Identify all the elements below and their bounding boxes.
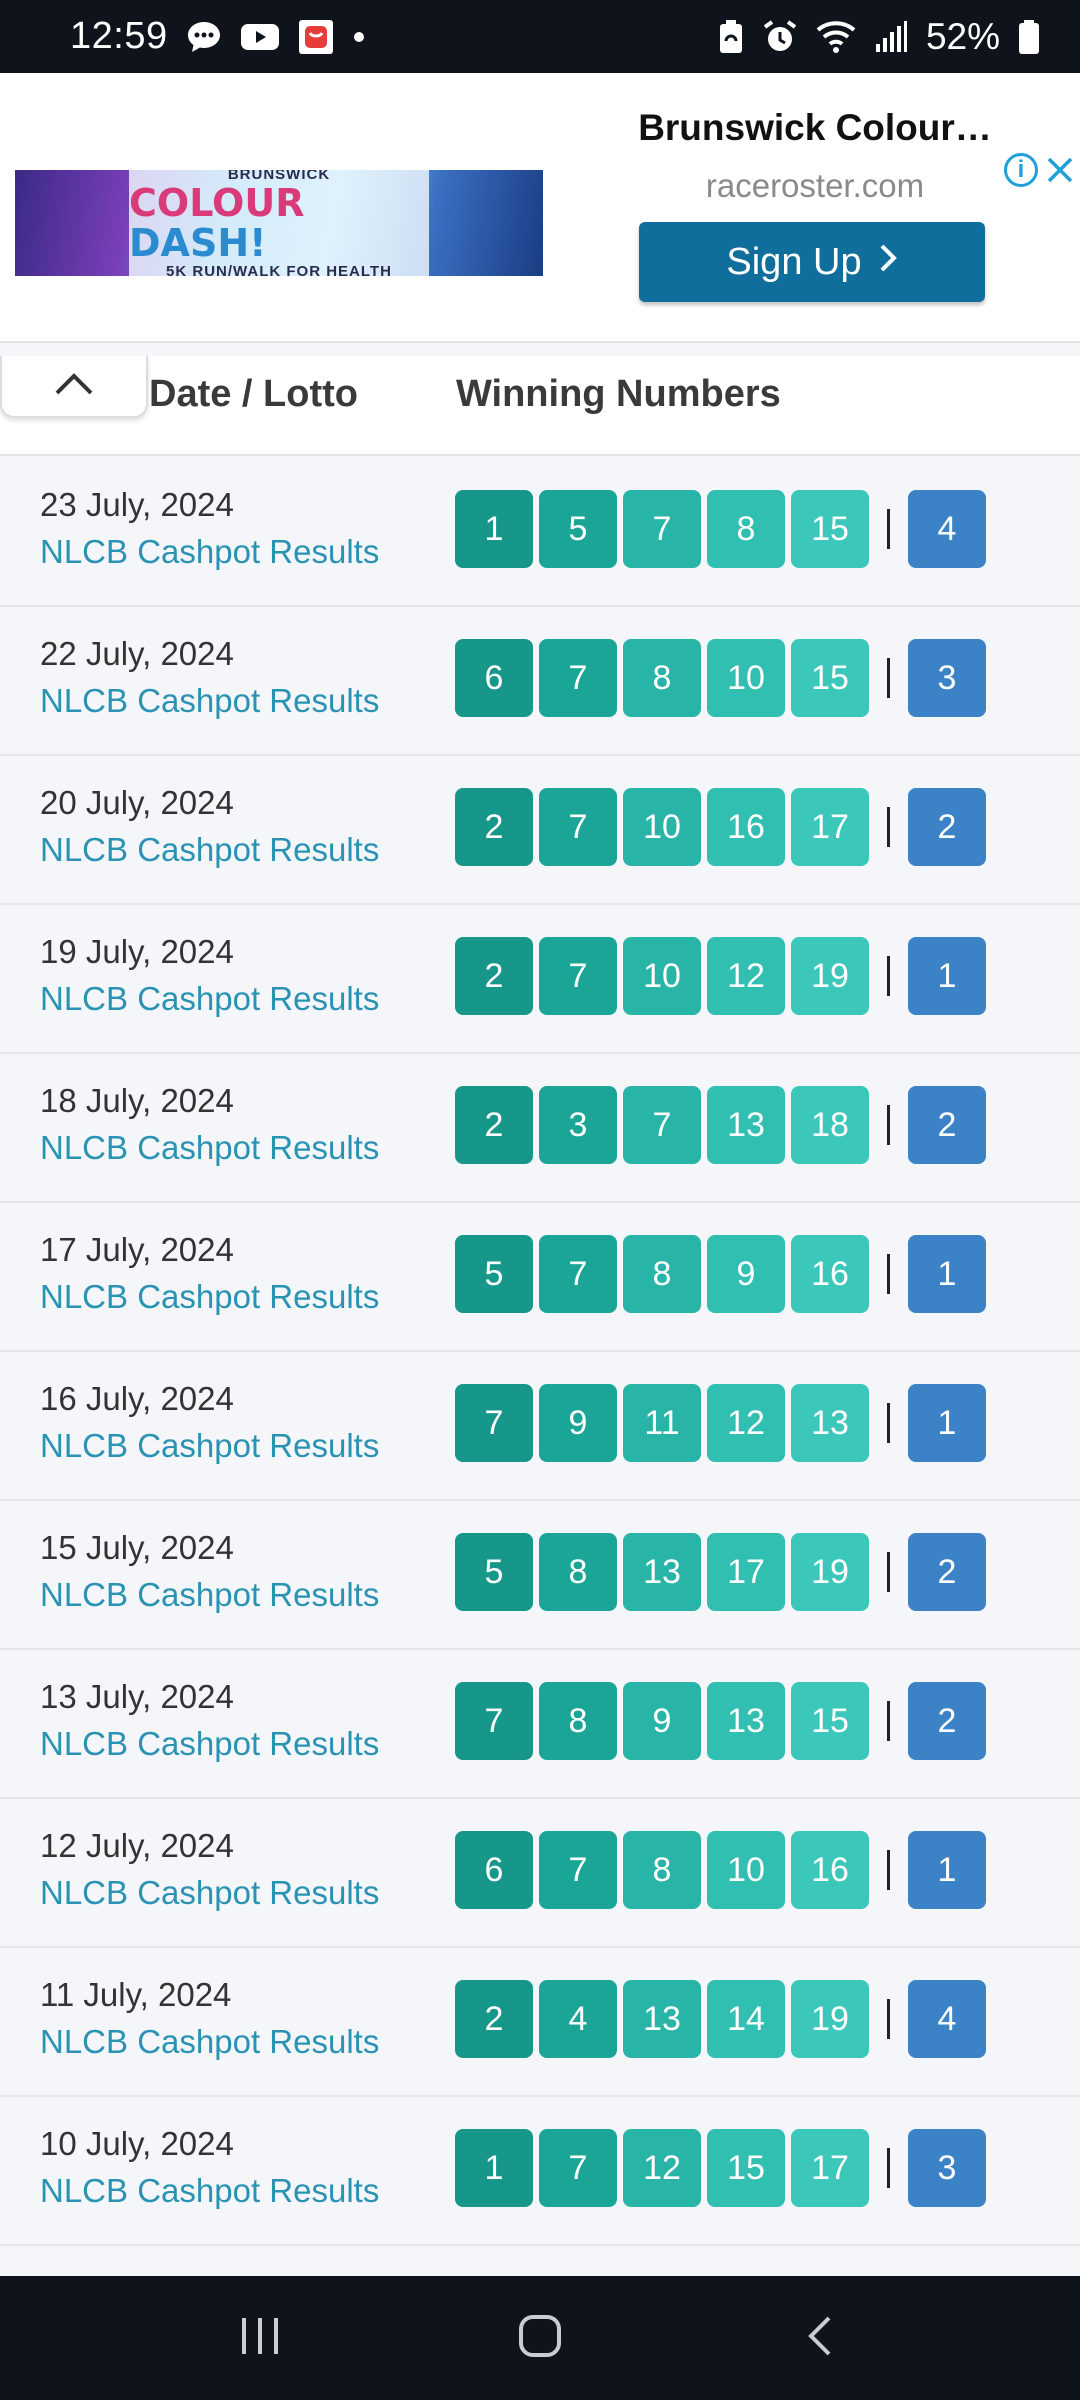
- back-button[interactable]: [760, 2288, 880, 2388]
- winning-numbers: [455, 1831, 986, 1909]
- winning-numbers: [455, 1384, 986, 1462]
- bonus-ball: 2: [908, 1086, 986, 1164]
- number-ball: 13: [623, 1980, 701, 2058]
- number-ball: 17: [791, 2129, 869, 2207]
- winning-numbers: [455, 490, 986, 568]
- winning-numbers: [455, 2129, 986, 2207]
- battery-percent: 52%: [925, 15, 1000, 57]
- result-row: [0, 607, 1080, 756]
- number-ball: 19: [791, 937, 869, 1015]
- result-row: [0, 756, 1080, 905]
- number-ball: 10: [707, 639, 785, 717]
- result-game-link[interactable]: NLCB Cashpot Results: [40, 1129, 380, 1166]
- bonus-ball: 1: [908, 1235, 986, 1313]
- number-ball: 16: [707, 788, 785, 866]
- ad-brand-word-colour: COLOUR: [129, 181, 305, 225]
- result-date: 22 July, 2024: [40, 635, 234, 672]
- back-icon: [805, 2314, 835, 2363]
- result-date: 23 July, 2024: [40, 486, 234, 523]
- number-ball: 8: [539, 1533, 617, 1611]
- ad-banner[interactable]: [0, 73, 1080, 343]
- result-row: [0, 2097, 1080, 2246]
- number-ball: 7: [539, 639, 617, 717]
- result-date: 13 July, 2024: [40, 1678, 234, 1715]
- ad-info-icon[interactable]: i: [1004, 153, 1038, 187]
- number-ball: 9: [623, 1682, 701, 1760]
- wifi-icon: [816, 20, 856, 54]
- number-ball: 8: [539, 1682, 617, 1760]
- winning-numbers: [455, 639, 986, 717]
- result-row: [0, 1799, 1080, 1948]
- recent-apps-button[interactable]: [200, 2288, 320, 2388]
- ad-brand-sub: 5K RUN/WALK FOR HEALTH: [166, 263, 392, 276]
- ad-brand-big: [129, 183, 429, 263]
- bonus-ball: 1: [908, 937, 986, 1015]
- number-ball: 7: [539, 937, 617, 1015]
- number-ball: 7: [539, 788, 617, 866]
- number-ball: 14: [707, 1980, 785, 2058]
- number-ball: 8: [623, 1831, 701, 1909]
- dot-icon: [352, 30, 366, 44]
- bonus-ball: 2: [908, 788, 986, 866]
- result-game-link[interactable]: NLCB Cashpot Results: [40, 980, 380, 1017]
- chat-bubble-icon: [186, 20, 222, 54]
- winning-numbers: [455, 788, 986, 866]
- result-game-link[interactable]: NLCB Cashpot Results: [40, 1725, 380, 1762]
- number-ball: 17: [791, 788, 869, 866]
- bonus-ball: 2: [908, 1682, 986, 1760]
- result-game-link[interactable]: NLCB Cashpot Results: [40, 1576, 380, 1613]
- chevron-up-icon: [53, 371, 95, 402]
- bonus-separator: [887, 658, 890, 698]
- result-date: 11 July, 2024: [40, 1976, 232, 2013]
- bonus-ball: 4: [908, 490, 986, 568]
- number-ball: 12: [623, 2129, 701, 2207]
- result-game-link[interactable]: NLCB Cashpot Results: [40, 831, 380, 868]
- number-ball: 19: [791, 1533, 869, 1611]
- bonus-separator: [887, 807, 890, 847]
- ad-domain[interactable]: raceroster.com: [705, 167, 925, 204]
- winning-numbers: [455, 1682, 986, 1760]
- result-row: [0, 1501, 1080, 1650]
- number-ball: 12: [707, 1384, 785, 1462]
- number-ball: 13: [707, 1086, 785, 1164]
- result-date: 17 July, 2024: [40, 1231, 234, 1268]
- number-ball: 7: [539, 2129, 617, 2207]
- result-row: [0, 905, 1080, 1054]
- bonus-ball: 1: [908, 1831, 986, 1909]
- number-ball: 2: [455, 1086, 533, 1164]
- number-ball: 16: [791, 1235, 869, 1313]
- status-time: 12:59: [70, 15, 168, 57]
- number-ball: 19: [791, 1980, 869, 2058]
- result-game-link[interactable]: NLCB Cashpot Results: [40, 2172, 380, 2209]
- bonus-separator: [887, 1999, 890, 2039]
- number-ball: 13: [623, 1533, 701, 1611]
- result-date: 18 July, 2024: [40, 1082, 234, 1119]
- bonus-separator: [887, 1552, 890, 1592]
- number-ball: 6: [455, 639, 533, 717]
- number-ball: 7: [455, 1384, 533, 1462]
- result-date: 19 July, 2024: [40, 933, 234, 970]
- ad-title[interactable]: Brunswick Colour…: [638, 107, 992, 148]
- result-row: [0, 1203, 1080, 1352]
- results-list: [0, 458, 1080, 2246]
- bonus-separator: [887, 1254, 890, 1294]
- number-ball: 15: [707, 2129, 785, 2207]
- result-date: 16 July, 2024: [40, 1380, 234, 1417]
- bonus-separator: [887, 1850, 890, 1890]
- result-game-link[interactable]: NLCB Cashpot Results: [40, 533, 380, 570]
- number-ball: 7: [623, 1086, 701, 1164]
- bonus-ball: 2: [908, 1533, 986, 1611]
- winning-numbers: [455, 1980, 986, 2058]
- app-notification-icon: [298, 19, 334, 55]
- status-bar: [0, 0, 1080, 73]
- number-ball: 5: [455, 1533, 533, 1611]
- result-game-link[interactable]: NLCB Cashpot Results: [40, 1278, 380, 1315]
- ad-sign-up-label: Sign Up: [726, 240, 862, 283]
- result-game-link[interactable]: NLCB Cashpot Results: [40, 682, 380, 719]
- number-ball: 10: [623, 788, 701, 866]
- result-row: [0, 1650, 1080, 1799]
- bonus-separator: [887, 956, 890, 996]
- result-date: 12 July, 2024: [40, 1827, 234, 1864]
- bonus-separator: [887, 509, 890, 549]
- number-ball: 8: [623, 1235, 701, 1313]
- number-ball: 13: [791, 1384, 869, 1462]
- number-ball: 17: [707, 1533, 785, 1611]
- number-ball: 6: [455, 1831, 533, 1909]
- ad-image-logo: [129, 170, 429, 276]
- result-game-link[interactable]: NLCB Cashpot Results: [40, 1427, 380, 1464]
- number-ball: 8: [707, 490, 785, 568]
- bonus-ball: 3: [908, 639, 986, 717]
- result-game-link[interactable]: NLCB Cashpot Results: [40, 1874, 380, 1911]
- bonus-ball: 1: [908, 1384, 986, 1462]
- number-ball: 13: [707, 1682, 785, 1760]
- result-date: 15 July, 2024: [40, 1529, 234, 1566]
- winning-numbers: [455, 1235, 986, 1313]
- number-ball: 7: [623, 490, 701, 568]
- status-left: [70, 15, 366, 58]
- number-ball: 7: [539, 1235, 617, 1313]
- table-header: [0, 356, 1080, 456]
- winning-numbers: [455, 1086, 986, 1164]
- result-row: [0, 458, 1080, 607]
- result-game-link[interactable]: NLCB Cashpot Results: [40, 2023, 380, 2060]
- ad-image[interactable]: [15, 170, 543, 276]
- number-ball: 2: [455, 788, 533, 866]
- bonus-ball: 4: [908, 1980, 986, 2058]
- bonus-ball: 3: [908, 2129, 986, 2207]
- winning-numbers: [455, 937, 986, 1015]
- number-ball: 10: [623, 937, 701, 1015]
- ad-brand-word-dash: DASH!: [129, 221, 267, 265]
- number-ball: 5: [455, 1235, 533, 1313]
- chevron-right-icon: [878, 241, 898, 284]
- bonus-separator: [887, 1105, 890, 1145]
- battery-saver-icon: [718, 19, 744, 55]
- number-ball: 1: [455, 490, 533, 568]
- bonus-separator: [887, 1701, 890, 1741]
- youtube-icon: [240, 22, 280, 52]
- number-ball: 1: [455, 2129, 533, 2207]
- column-header-numbers: Winning Numbers: [456, 372, 781, 415]
- result-row: [0, 1948, 1080, 2097]
- ad-sign-up-button[interactable]: [639, 222, 985, 302]
- column-header-date: Date / Lotto: [149, 372, 358, 415]
- number-ball: 10: [707, 1831, 785, 1909]
- navigation-bar: [0, 2276, 1080, 2400]
- number-ball: 8: [623, 639, 701, 717]
- number-ball: 15: [791, 639, 869, 717]
- result-date: 10 July, 2024: [40, 2125, 234, 2162]
- result-row: [0, 1054, 1080, 1203]
- result-date: 20 July, 2024: [40, 784, 234, 821]
- home-icon: [518, 2314, 562, 2363]
- number-ball: 9: [707, 1235, 785, 1313]
- alarm-icon: [762, 19, 798, 55]
- number-ball: 4: [539, 1980, 617, 2058]
- number-ball: 3: [539, 1086, 617, 1164]
- winning-numbers: [455, 1533, 986, 1611]
- battery-icon: [1018, 19, 1040, 55]
- collapse-ad-button[interactable]: [0, 356, 148, 418]
- recent-apps-icon: [238, 2316, 282, 2361]
- number-ball: 12: [707, 937, 785, 1015]
- number-ball: 5: [539, 490, 617, 568]
- bonus-separator: [887, 1403, 890, 1443]
- ad-brand-small: BRUNSWICK: [227, 170, 331, 183]
- home-button[interactable]: [480, 2288, 600, 2388]
- signal-icon: [874, 20, 908, 54]
- number-ball: 15: [791, 1682, 869, 1760]
- result-row: [0, 1352, 1080, 1501]
- number-ball: 11: [623, 1384, 701, 1462]
- number-ball: 7: [539, 1831, 617, 1909]
- number-ball: 15: [791, 490, 869, 568]
- bonus-separator: [887, 2148, 890, 2188]
- number-ball: 2: [455, 937, 533, 1015]
- number-ball: 9: [539, 1384, 617, 1462]
- number-ball: 2: [455, 1980, 533, 2058]
- number-ball: 16: [791, 1831, 869, 1909]
- number-ball: 18: [791, 1086, 869, 1164]
- number-ball: 7: [455, 1682, 533, 1760]
- status-right: [718, 16, 1040, 58]
- ad-close-icon[interactable]: [1042, 150, 1078, 190]
